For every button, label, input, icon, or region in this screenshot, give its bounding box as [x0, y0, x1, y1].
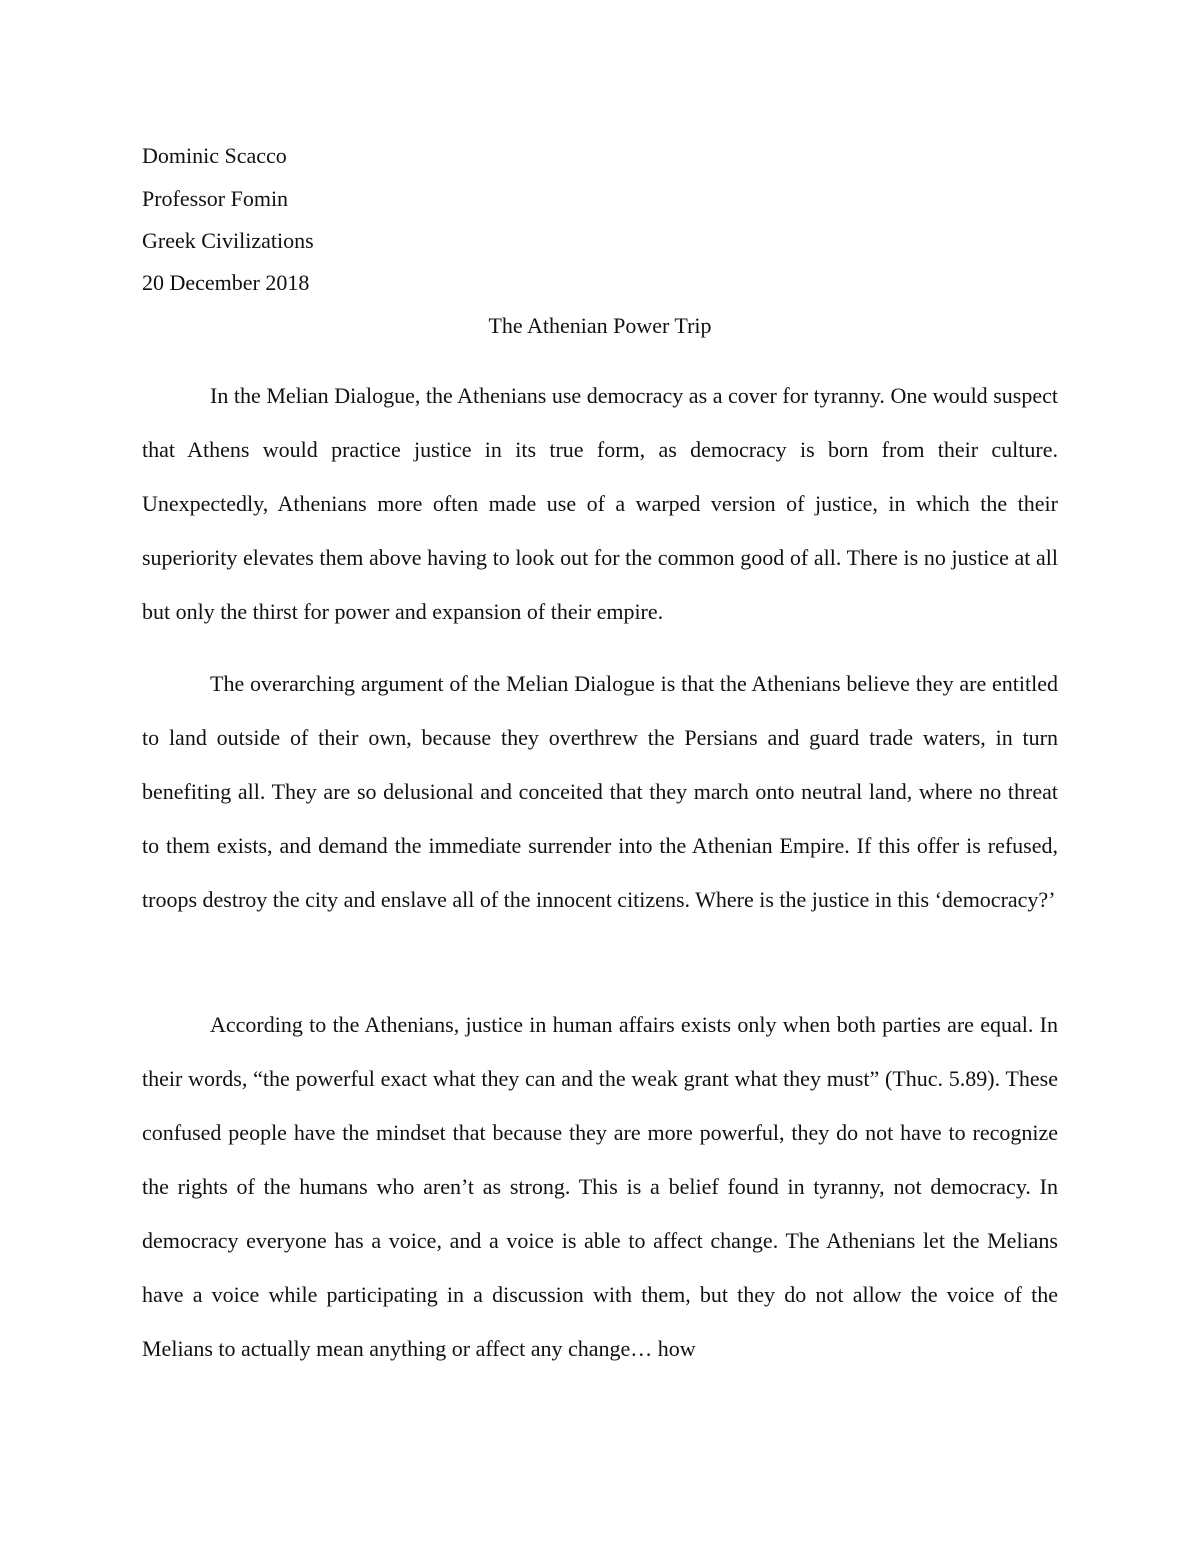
author-name: Dominic Scacco [142, 143, 287, 168]
course-name: Greek Civilizations [142, 228, 314, 253]
paragraph-2: The overarching argument of the Melian Dialogue is that the Athenians believe they are entitled to land outside of their own, because they overthrew the Persians and guard trade waters, in turn benefiting all. They are so delusional and conceited that they march onto neutral land, where no threat to them exists, and demand the immediate surrender into the Athenian Empire. If this offer is refused, troops destroy the city and enslave all of the innocent citizens. Where is the justice in this ‘democracy?’ [142, 671, 1058, 912]
paragraph-3: According to the Athenians, justice in human affairs exists only when both parties are equal. In their words, “the powerful exact what they can and the weak grant what they must” (Thuc. 5.89). These confused people have the mindset that because they are more powerful, they do not have to recognize the rights of the humans who aren’t as strong. This is a belief found in tyranny, not democracy. In democracy everyone has a voice, and a voice is able to affect change. The Athenians let the Melians have a voice while participating in a discussion with them, but they do not allow the voice of the Melians to actually mean anything or affect any change… how [142, 1012, 1058, 1361]
essay-date: 20 December 2018 [142, 270, 310, 295]
paragraph-1: In the Melian Dialogue, the Athenians use democracy as a cover for tyranny. One would suspect that Athens would practice justice in its true form, as democracy is born from their culture. Unexpectedly, Athenians more often made use of a warped version of justice, in which the their superiority elevates them above having to look out for the common good of all. There is no justice at all but only the thirst for power and expansion of their empire. [142, 383, 1058, 624]
essay-title: The Athenian Power Trip [488, 313, 712, 338]
professor-name: Professor Fomin [142, 186, 289, 211]
